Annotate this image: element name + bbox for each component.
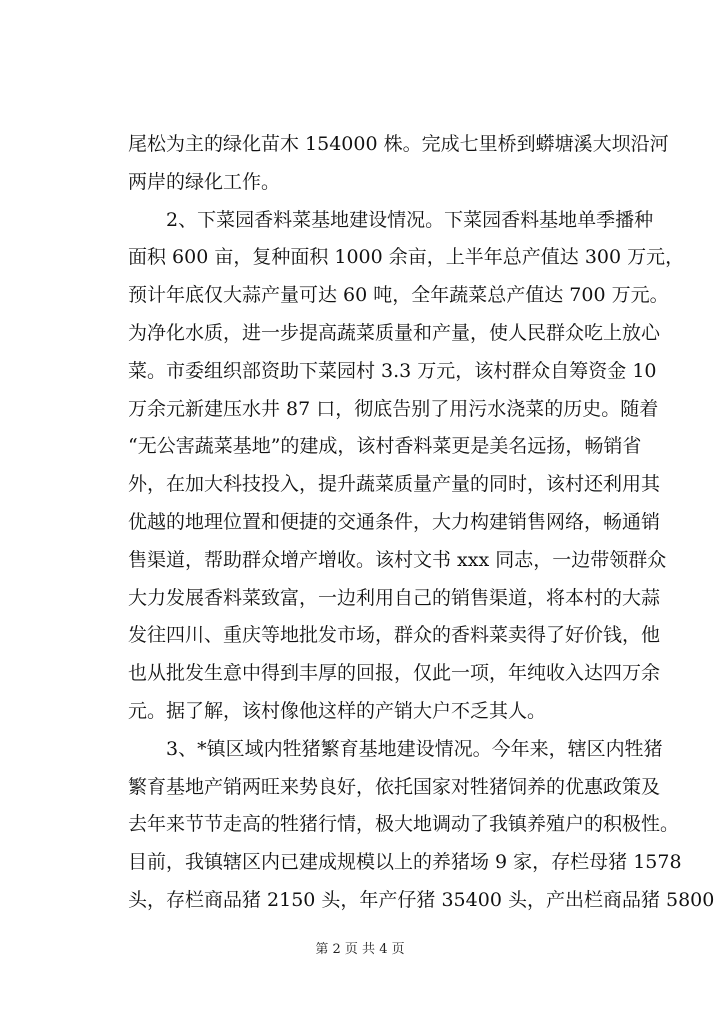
text-line: 繁育基地产销两旺来势良好，依托国家对牲猪饲养的优惠政策及 bbox=[128, 775, 661, 798]
text-line: 大力发展香料菜致富，一边利用自己的销售渠道，将本村的大蒜 bbox=[128, 586, 661, 609]
text-line: 目前，我镇辖区内已建成规模以上的养猪场 9 家，存栏母猪 1578 bbox=[128, 851, 682, 874]
paragraph-start-line: 3、*镇区域内牲猪繁育基地建设情况。今年来，辖区内牲猪 bbox=[166, 737, 663, 760]
text-line: “无公害蔬菜基地”的建成，该村香料菜更是美名远扬，畅销省 bbox=[128, 435, 642, 458]
text-line: 优越的地理位置和便捷的交通条件，大力构建销售网络，畅通销 bbox=[128, 510, 661, 533]
text-line: 万余元新建压水井 87 口，彻底告别了用污水浇菜的历史。随着 bbox=[128, 397, 659, 420]
text-line: 发往四川、重庆等地批发市场，群众的香料菜卖得了好价钱，他 bbox=[128, 624, 661, 647]
text-line: 菜。市委组织部资助下菜园村 3.3 万元，该村群众自筹资金 10 bbox=[128, 359, 657, 382]
text-line: 售渠道，帮助群众增产增收。该村文书 xxx 同志，一边带领群众 bbox=[128, 548, 667, 571]
body-text bbox=[128, 126, 715, 920]
text-line: 也从批发生意中得到丰厚的回报，仅此一项，年纯收入达四万余 bbox=[128, 662, 661, 685]
text-line: 尾松为主的绿化苗木 154000 株。完成七里桥到蟒塘溪大坝沿河 bbox=[128, 133, 669, 155]
text-line: 外，在加大科技投入，提升蔬菜质量产量的同时，该村还利用其 bbox=[128, 473, 661, 496]
text-line: 头，存栏商品猪 2150 头，年产仔猪 35400 头，产出栏商品猪 5800 bbox=[128, 888, 715, 911]
paragraph-start-line: 2、下菜园香料菜基地建设情况。下菜园香料基地单季播种 bbox=[166, 208, 654, 231]
text-line: 面积 600 亩，复种面积 1000 余亩，上半年总产值达 300 万元， bbox=[128, 246, 685, 269]
text-line: 预计年底仅大蒜产量可达 60 吨，全年蔬菜总产值达 700 万元。 bbox=[128, 284, 669, 307]
page-number-footer: 第 2 页 共 4 页 bbox=[315, 942, 405, 957]
text-line: 元。据了解，该村像他这样的产销大户不乏其人。 bbox=[128, 699, 547, 722]
text-line: 为净化水质，进一步提高蔬菜质量和产量，使人民群众吃上放心 bbox=[128, 321, 661, 344]
text-line: 两岸的绿化工作。 bbox=[128, 170, 281, 193]
text-line: 去年来节节走高的牲猪行情，极大地调动了我镇养殖户的积极性。 bbox=[128, 813, 680, 836]
